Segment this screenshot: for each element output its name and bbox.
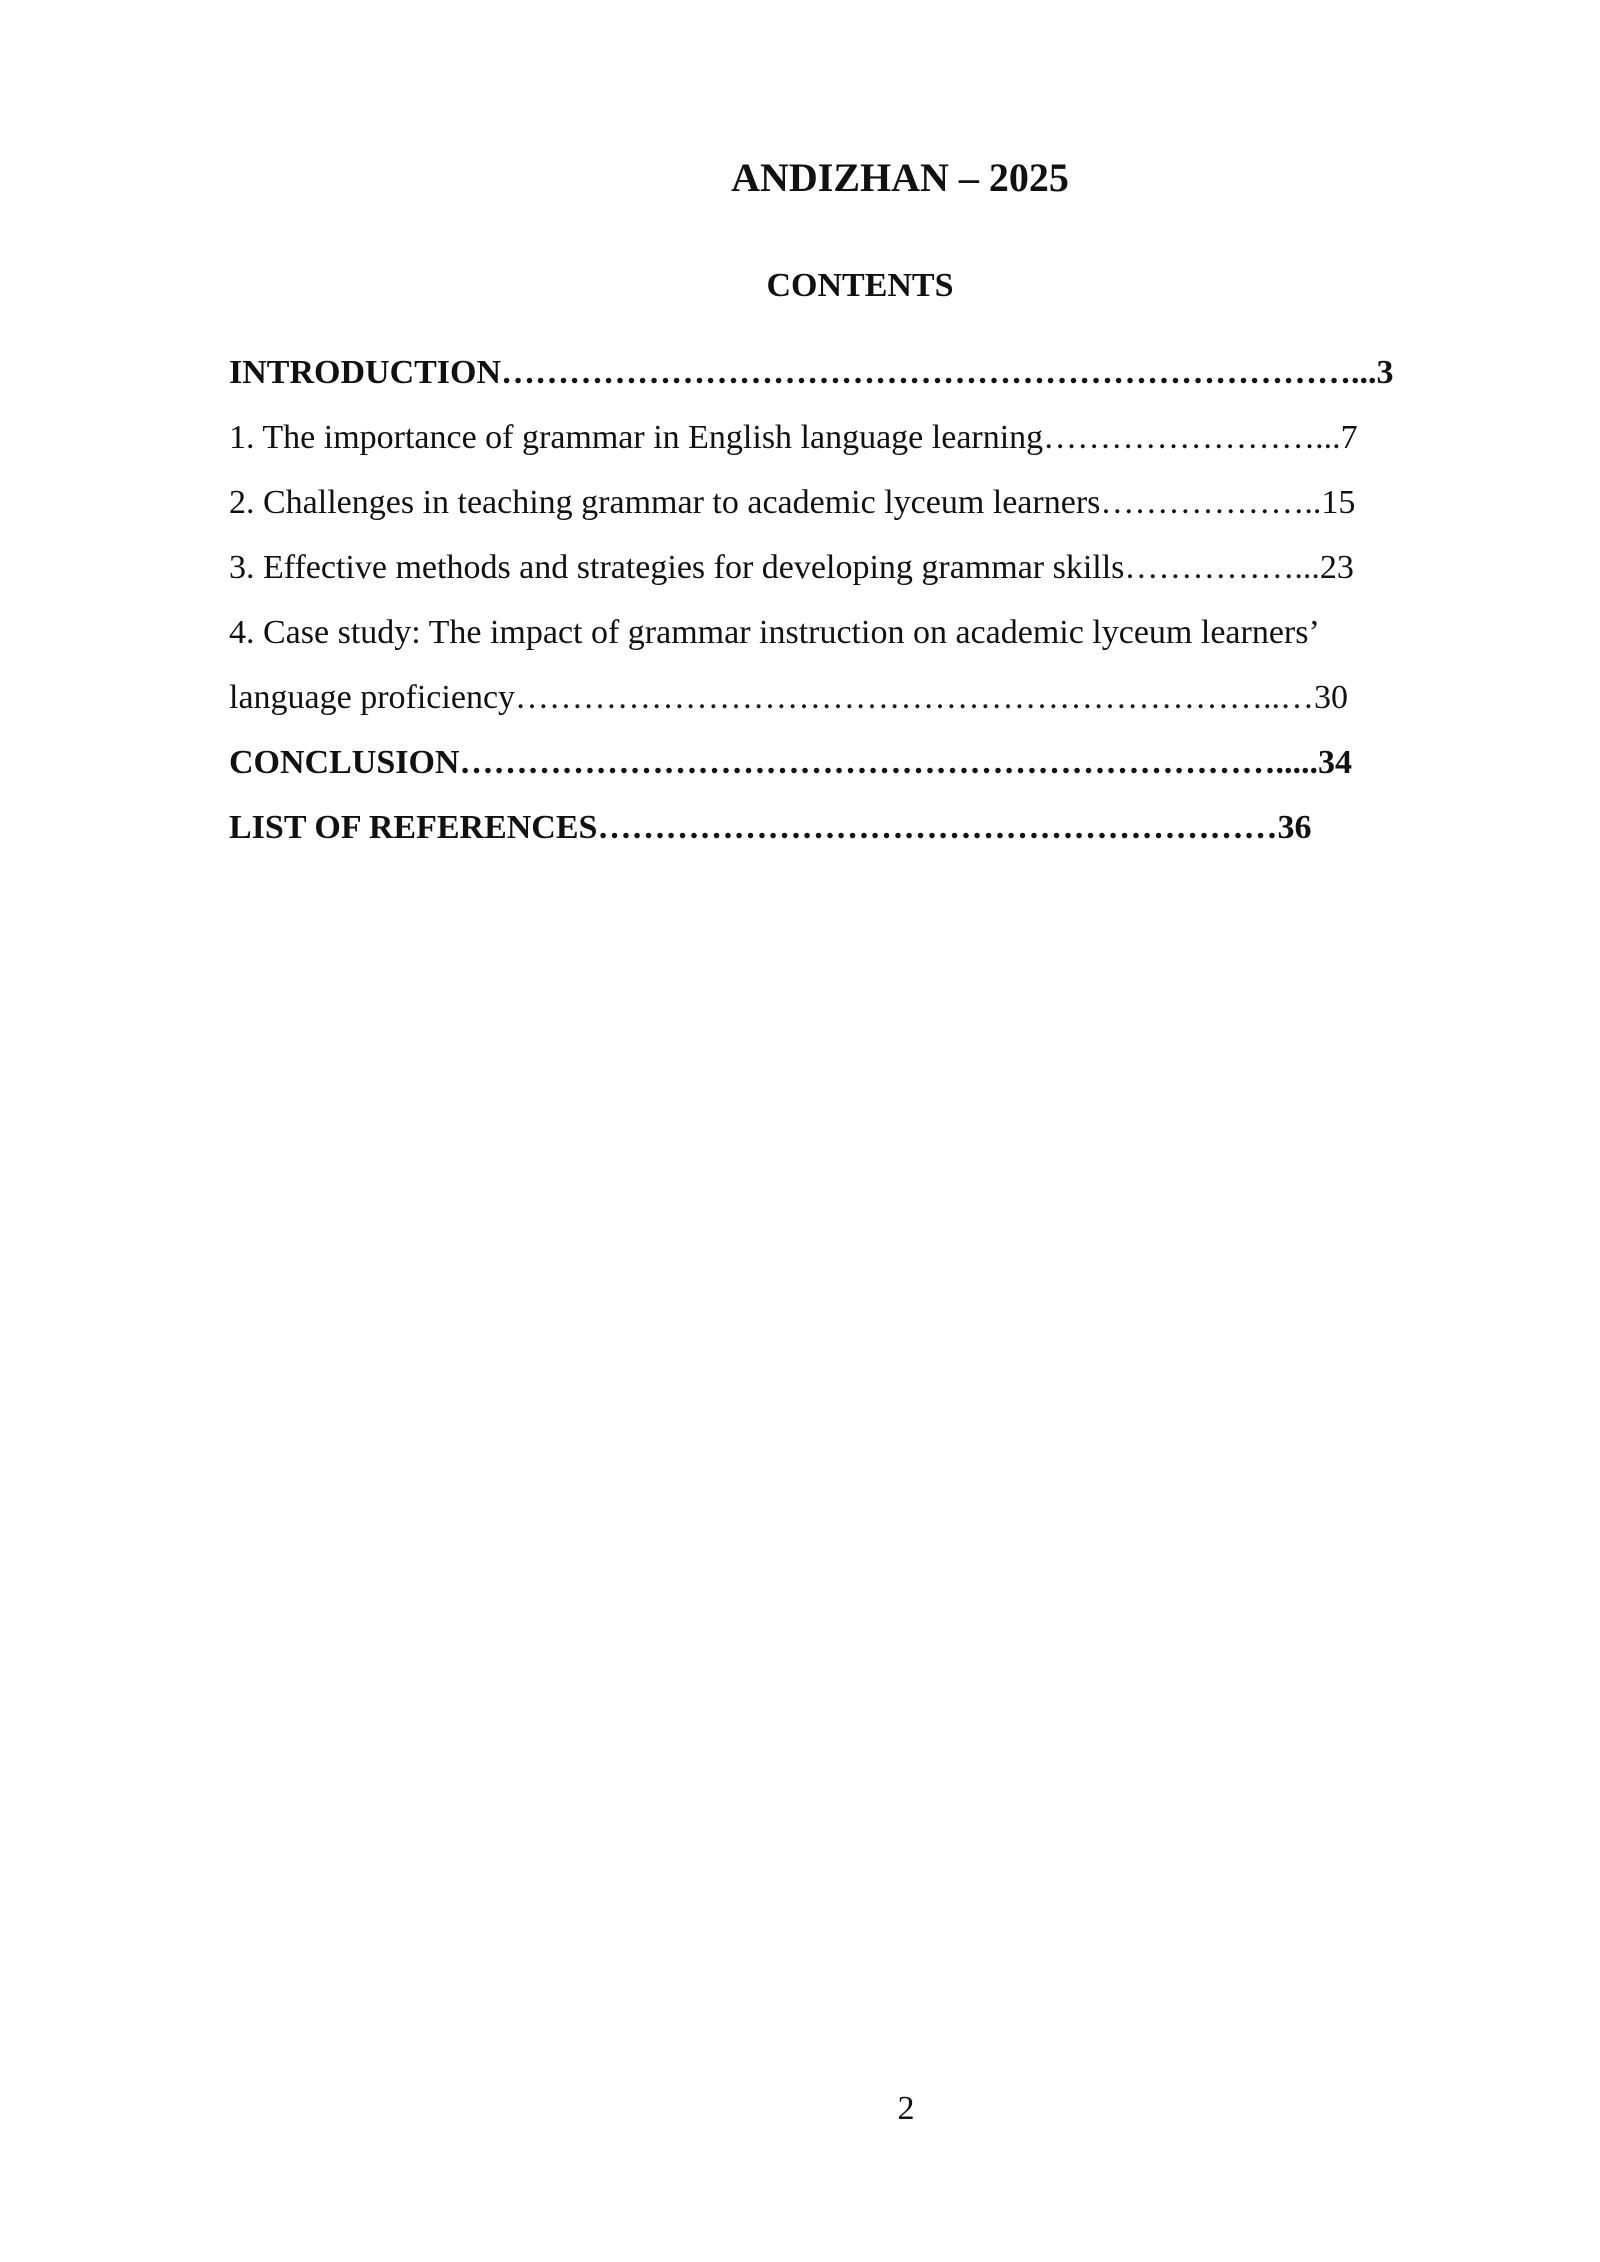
city-year-title: ANDIZHAN – 2025 xyxy=(731,155,1069,200)
page-number: 2 xyxy=(897,2090,915,2127)
toc-entry-chapter-1: 1. The importance of grammar in English language learning……………………...7 xyxy=(229,419,1358,456)
toc-entry-chapter-3: 3. Effective methods and strategies for developing grammar skills……………...23 xyxy=(229,549,1354,586)
toc-entry-chapter-4-line-2: language proficiency…………………………………………………………..…30 xyxy=(229,679,1349,716)
toc-entry-references: LIST OF REFERENCES……………………………………………………36 xyxy=(229,809,1312,846)
toc-entry-conclusion: CONCLUSION……………………………………………………………….....34 xyxy=(229,744,1352,781)
toc-entry-chapter-4-line-1: 4. Case study: The impact of grammar instruction on academic lyceum learners’ xyxy=(229,614,1320,651)
contents-heading: CONTENTS xyxy=(766,267,954,304)
table-of-contents xyxy=(229,340,1481,860)
toc-entry-chapter-2: 2. Challenges in teaching grammar to academic lyceum learners………………..15 xyxy=(229,484,1356,521)
toc-entry-introduction: INTRODUCTION…………………………………………………………………...3 xyxy=(229,354,1394,391)
